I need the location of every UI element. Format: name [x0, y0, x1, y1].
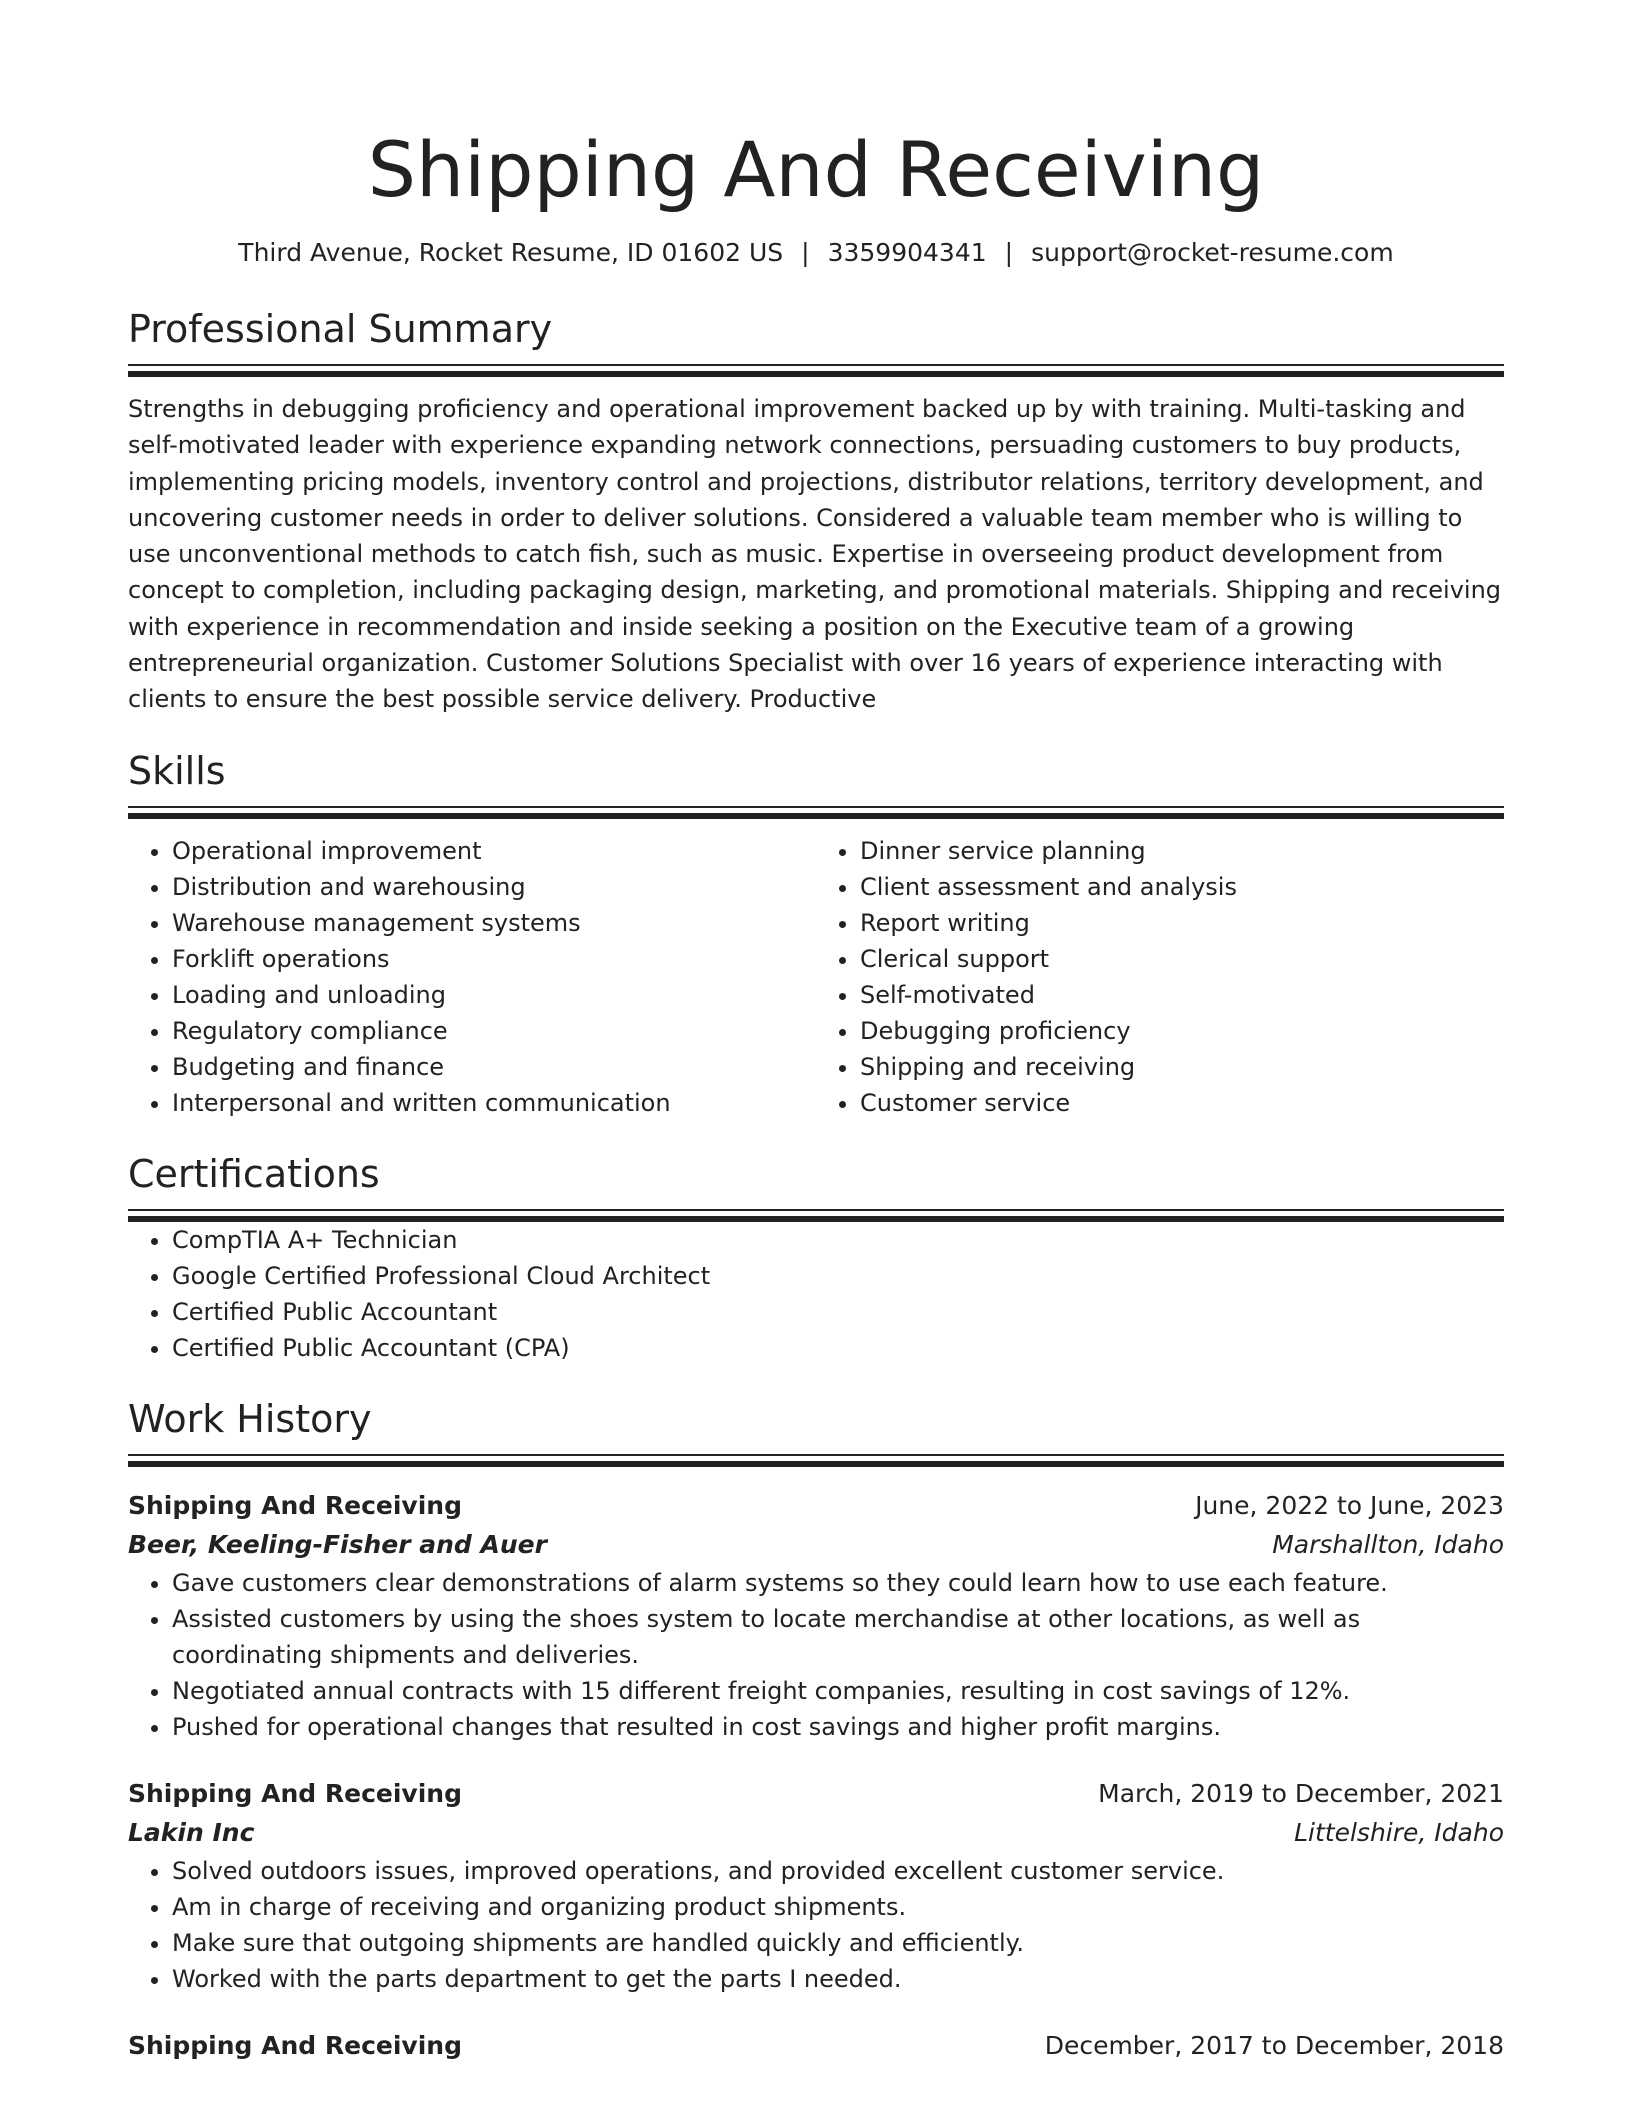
section-divider-thick [128, 1461, 1504, 1467]
section-divider-thin [128, 1454, 1504, 1456]
skill-item: • Warehouse management systems [172, 905, 816, 941]
skill-item: • Client assessment and analysis [860, 869, 1504, 905]
certifications-heading: Certifications [128, 1151, 380, 1196]
contact-phone: 3359904341 [827, 238, 987, 267]
work-history-heading: Work History [128, 1396, 372, 1441]
certifications-section [128, 1151, 1504, 1366]
job-bullet: • Negotiated annual contracts with 15 different freight companies, resulting in cost savings of 12%. [172, 1673, 1504, 1709]
skill-item: • Regulatory compliance [172, 1013, 816, 1049]
job-header-row [128, 1487, 1504, 1525]
job-dates: December, 2017 to December, 2018 [1044, 2030, 1504, 2060]
job-bullet-list [128, 1853, 1504, 1997]
job-dates: June, 2022 to June, 2023 [1195, 1490, 1504, 1520]
skills-column-right [816, 833, 1504, 1121]
job-title: Shipping And Receiving [128, 1490, 462, 1520]
job-bullet: • Am in charge of receiving and organizing product shipments. [172, 1889, 1504, 1925]
skill-item: • Clerical support [860, 941, 1504, 977]
job-bullet: • Pushed for operational changes that resulted in cost savings and higher profit margins. [172, 1709, 1504, 1745]
job-bullet: • Worked with the parts department to get the parts I needed. [172, 1961, 1504, 1997]
skill-item: • Report writing [860, 905, 1504, 941]
contact-separator: | [1004, 238, 1014, 267]
certification-item: • Certified Public Accountant [172, 1294, 1504, 1330]
job-header-row [128, 1775, 1504, 1813]
summary-section [128, 306, 1504, 718]
contact-address: Third Avenue, Rocket Resume, ID 01602 US [238, 238, 784, 267]
job-location: Marshallton, Idaho [1272, 1529, 1504, 1559]
resume-name: Shipping And Receiving [367, 125, 1265, 214]
contact-email: support@rocket-resume.com [1031, 238, 1394, 267]
job-dates: March, 2019 to December, 2021 [1098, 1778, 1504, 1808]
skill-item: • Loading and unloading [172, 977, 816, 1013]
skill-item: • Operational improvement [172, 833, 816, 869]
job-entry [128, 2027, 1504, 2065]
skill-item: • Customer service [860, 1085, 1504, 1121]
job-bullet: • Solved outdoors issues, improved operations, and provided excellent customer service. [172, 1853, 1504, 1889]
certification-item: • CompTIA A+ Technician [172, 1222, 1504, 1258]
job-bullet: • Make sure that outgoing shipments are handled quickly and efficiently. [172, 1925, 1504, 1961]
skill-item: • Interpersonal and written communication [172, 1085, 816, 1121]
certification-item: • Certified Public Accountant (CPA) [172, 1330, 1504, 1366]
section-divider-thin [128, 1209, 1504, 1211]
job-company-row [128, 1525, 1504, 1565]
job-header-row [128, 2027, 1504, 2065]
section-divider-thin [128, 806, 1504, 808]
skill-item: • Debugging proficiency [860, 1013, 1504, 1049]
skill-item: • Dinner service planning [860, 833, 1504, 869]
skill-item: • Self-motivated [860, 977, 1504, 1013]
job-entry [128, 1487, 1504, 1745]
summary-text: Strengths in debugging proficiency and operational improvement backed up by with training. Multi-tasking and self-motivated leader with experience expanding network connections, persuading customers to buy products, implementing pricing models, inventory control and projections, distributor relations, territory development, and uncovering customer needs in order to deliver solutions. Considered a valuable team member who is willing to use unconventional methods to catch fish, such as music. Expertise in overseeing product development from concept to completion, including packaging design, marketing, and promotional materials. Shipping and receiving with experience in recommendation and inside seeking a position on the Executive team of a growing entrepreneurial organization. Customer Solutions Specialist with over 16 years of experience interacting with clients to ensure the best possible service delivery. Productive [128, 395, 1502, 714]
job-entry [128, 1775, 1504, 1997]
skills-section [128, 748, 1504, 1121]
section-divider-thick [128, 813, 1504, 819]
skill-item: • Forklift operations [172, 941, 816, 977]
summary-heading: Professional Summary [128, 307, 553, 351]
job-bullet-list [128, 1565, 1504, 1745]
work-history-section [128, 1396, 1504, 2065]
certifications-list [128, 1222, 1504, 1366]
section-divider-thin [128, 364, 1504, 366]
section-divider-thick [128, 371, 1504, 377]
skill-item: • Distribution and warehousing [172, 869, 816, 905]
job-title: Shipping And Receiving [128, 2030, 462, 2060]
skills-grid [128, 833, 1504, 1121]
skills-column-left [128, 833, 816, 1121]
certification-item: • Google Certified Professional Cloud Architect [172, 1258, 1504, 1294]
job-title: Shipping And Receiving [128, 1778, 462, 1808]
job-company-row [128, 1813, 1504, 1853]
job-company: Lakin Inc [128, 1817, 255, 1847]
job-location: Littelshire, Idaho [1294, 1817, 1504, 1847]
job-bullet: • Assisted customers by using the shoes system to locate merchandise at other locations, as well as coordinating shipments and deliveries. [172, 1601, 1504, 1673]
skills-heading: Skills [128, 748, 226, 793]
skill-item: • Shipping and receiving [860, 1049, 1504, 1085]
skill-item: • Budgeting and finance [172, 1049, 816, 1085]
contact-separator: | [801, 238, 810, 267]
job-company: Beer, Keeling-Fisher and Auer [128, 1529, 547, 1559]
contact-line [128, 236, 1504, 270]
job-bullet: • Gave customers clear demonstrations of alarm systems so they could learn how to use each feature. [172, 1565, 1504, 1601]
